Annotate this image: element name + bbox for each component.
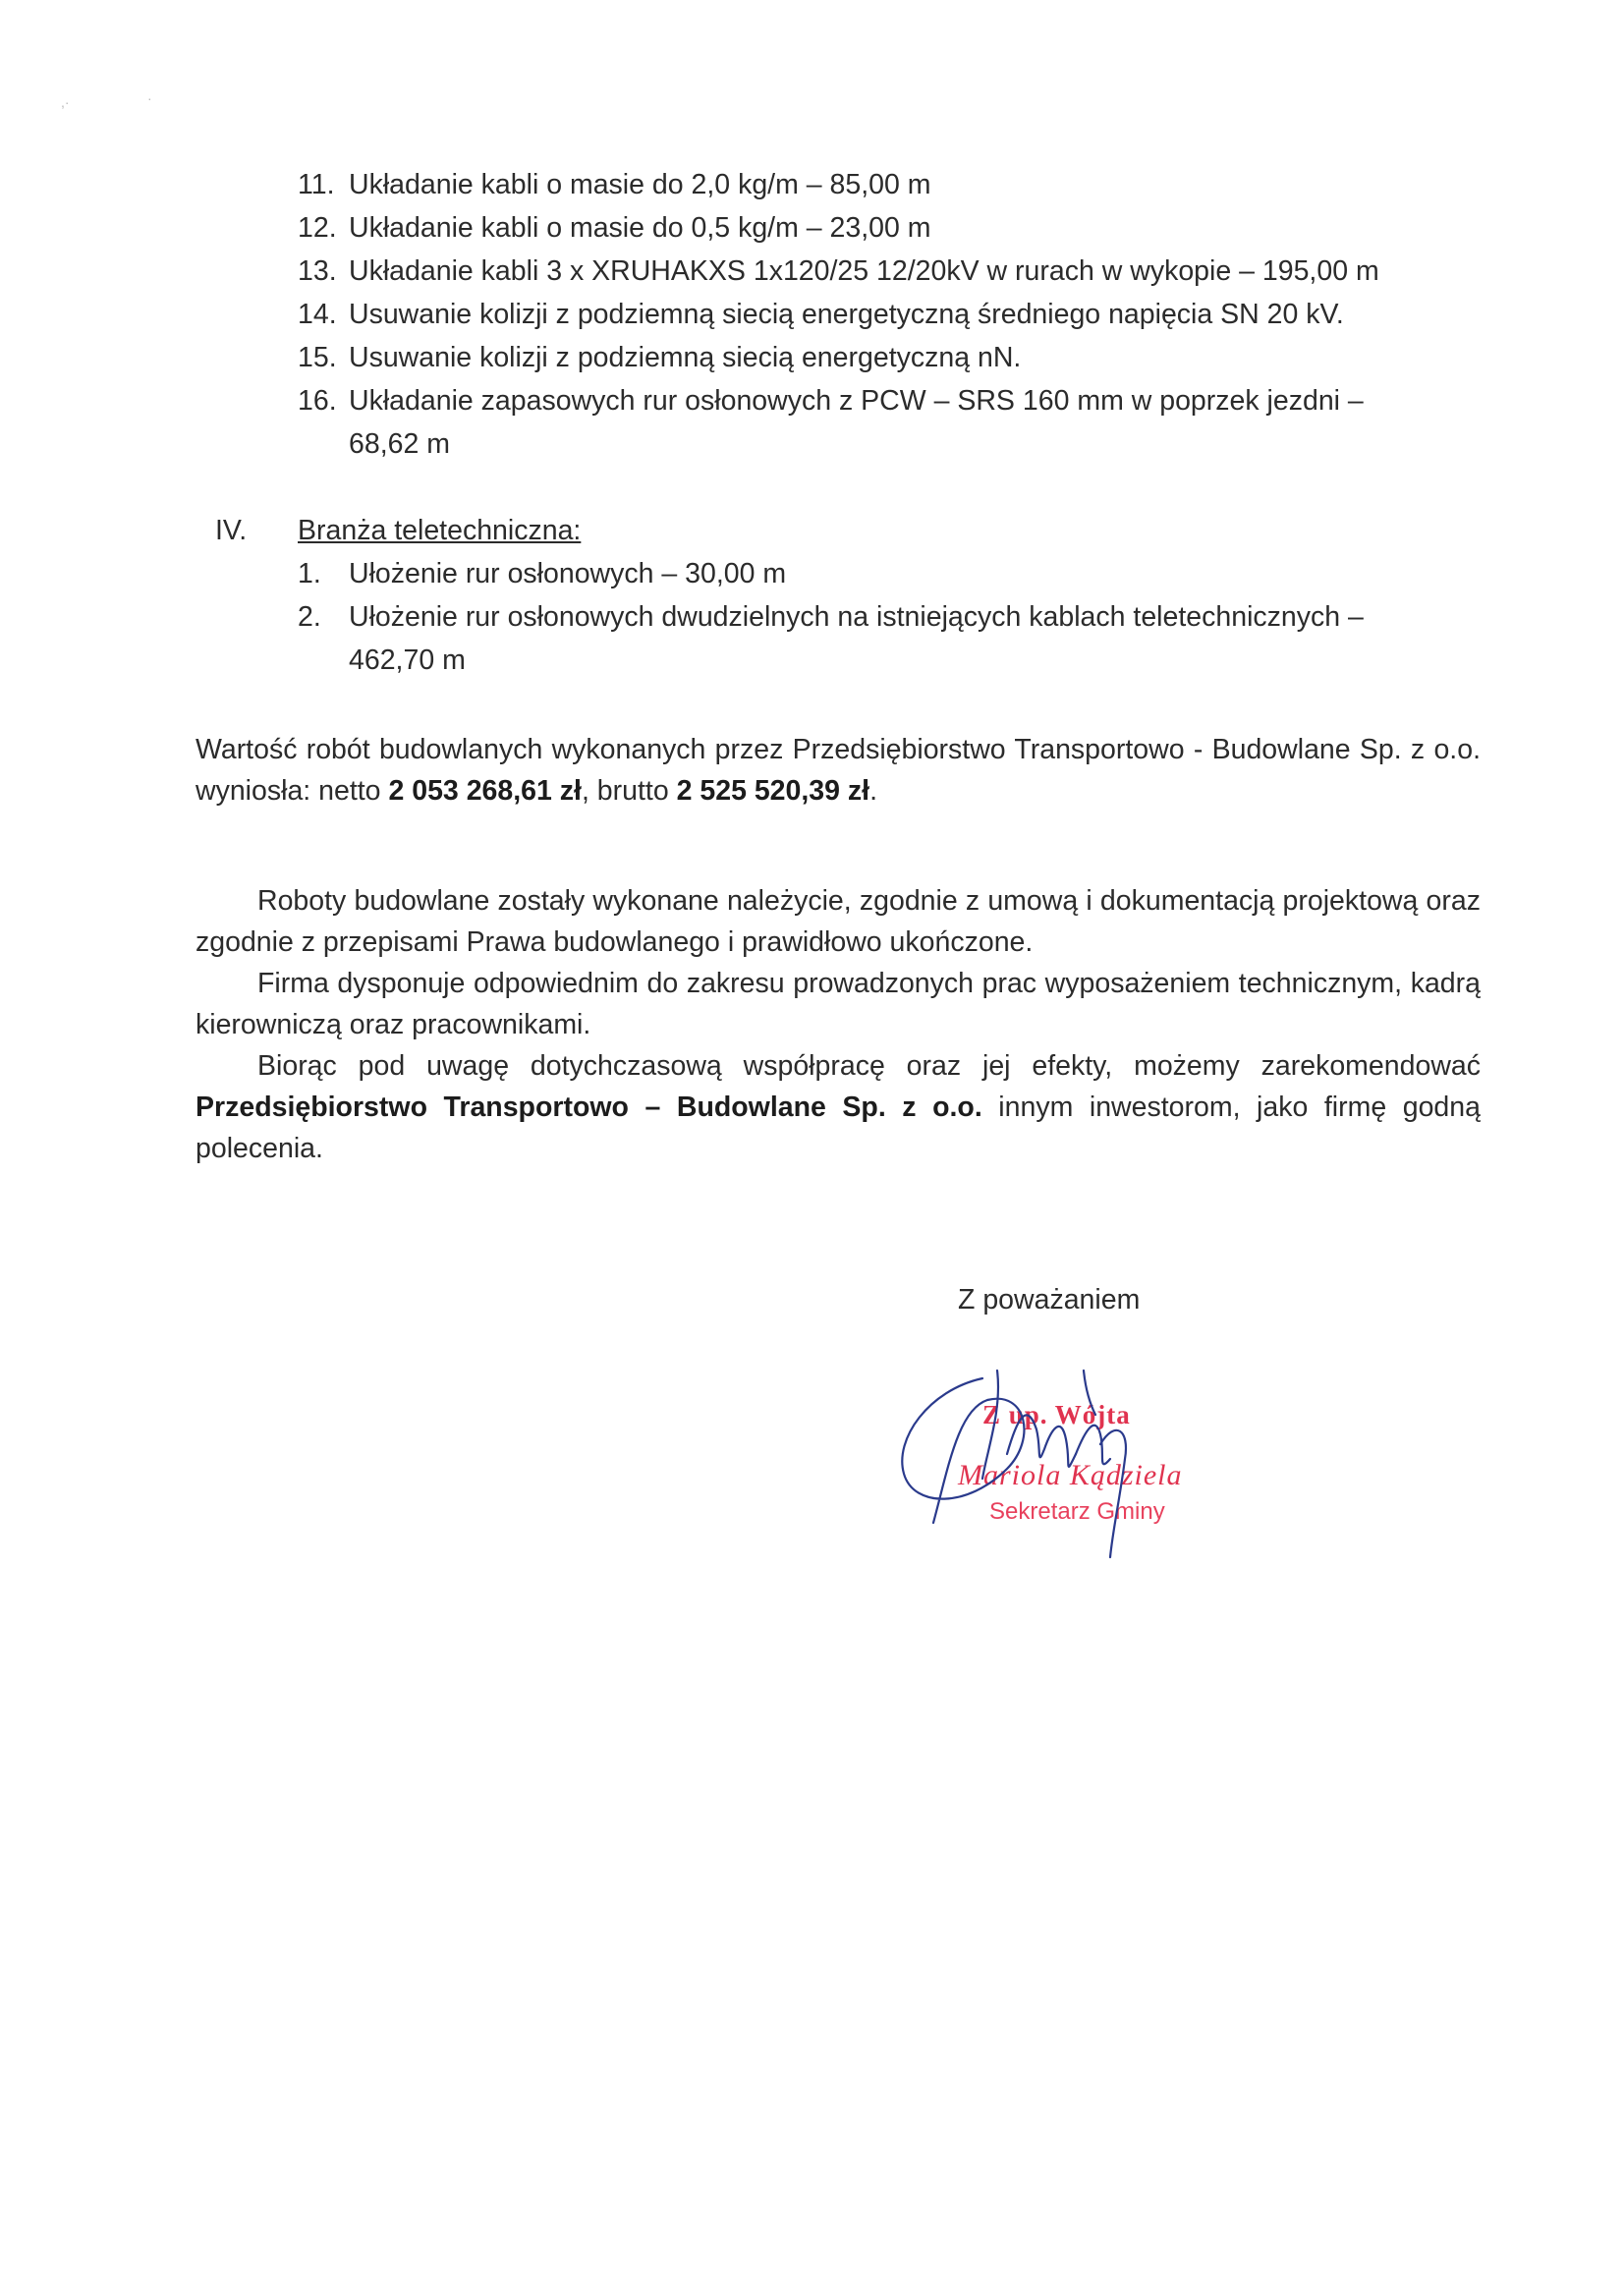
section-heading: Branża teletechniczna: [298,515,582,546]
list-item: 13. Układanie kabli 3 x XRUHAKXS 1x120/25 12/20kV w rurach w wykopie – 195,00 m [298,255,1379,287]
paragraph-quality: Roboty budowlane zostały wykonane należycie, zgodnie z umową i dokumentacją projektową oraz zgodnie z przepisami Prawa budowlanego i prawidłowo ukończone. [196,885,1481,958]
value-paragraph: Wartość robót budowlanych wykonanych przez Przedsiębiorstwo Transportowo - Budowlane Sp. z o.o. wyniosła: netto 2 053 268,61 zł, brutto 2 525 520,39 zł. [196,734,1481,807]
section-number: IV. [215,515,248,546]
paragraph-recommendation: Biorąc pod uwagę dotychczasową współpracę oraz jej efekty, możemy zarekomendować Przedsiębiorstwo Transportowo – Budowlane Sp. z o.o. innym inwestorom, jako firmę godną polecenia. [196,1050,1481,1164]
closing-salutation: Z poważaniem [958,1284,1141,1316]
list-item: 14. Usuwanie kolizji z podziemną siecią energetyczną średniego napięcia SN 20 kV. [298,299,1344,330]
list-item: 16. Układanie zapasowych rur osłonowych z PCW – SRS 160 mm w poprzek jezdni – 68,62 m [298,385,1364,460]
list-item: 12. Układanie kabli o masie do 0,5 kg/m – 23,00 m [298,212,931,244]
scan-artifact: · [147,90,152,106]
paragraph-equipment: Firma dysponuje odpowiednim do zakresu prowadzonych prac wyposażeniem technicznym, kadrą kierowniczą oraz pracownikami. [196,968,1481,1040]
stamp-line-1: Z up. Wójta [982,1400,1131,1429]
company-name: Przedsiębiorstwo Transportowo – Budowlane Sp. z o.o. [196,1092,982,1123]
signature-stamp [889,1361,1262,1587]
list-section-3 [298,163,1482,466]
handwritten-signature [889,1361,1262,1587]
brutto-value: 2 525 520,39 zł [676,775,870,807]
list-item: 1. Ułożenie rur osłonowych – 30,00 m [298,558,787,589]
list-item: 2. Ułożenie rur osłonowych dwudzielnych na istniejących kablach teletechnicznych – 462,70 m [298,601,1364,676]
list-item: 15. Usuwanie kolizji z podziemną siecią energetyczną nN. [298,342,1022,373]
scan-artifact: ,· [61,94,70,110]
netto-value: 2 053 268,61 zł [388,775,582,807]
stamp-line-2: Mariola Kądziela [958,1459,1183,1491]
list-section-4 [298,552,1482,682]
list-item: 11. Układanie kabli o masie do 2,0 kg/m – 85,00 m [298,169,931,200]
stamp-line-3: Sekretarz Gminy [989,1498,1165,1525]
